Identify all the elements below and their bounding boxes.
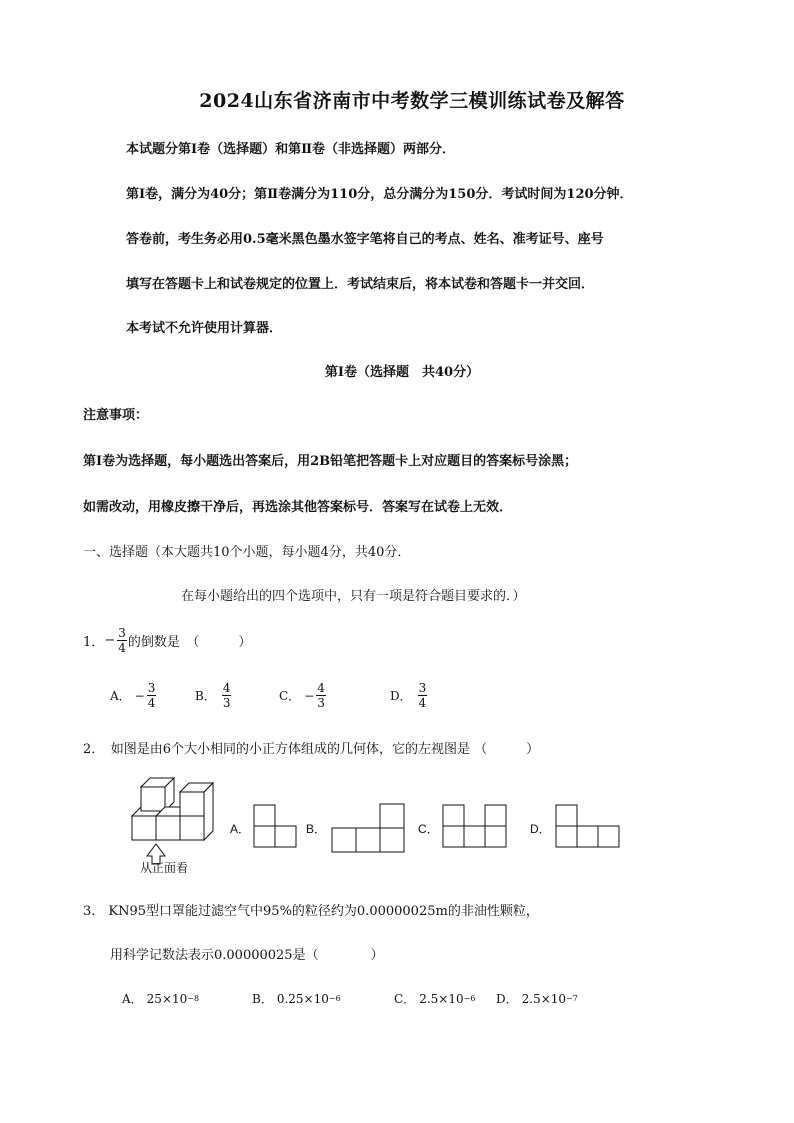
q2-label-c: C． (418, 822, 439, 836)
option-label: D． (496, 992, 518, 1006)
option-numerator: 3 (418, 681, 427, 695)
option-label: C． (394, 992, 416, 1006)
option-numerator: 4 (222, 681, 231, 695)
front-view-label: 从正面看 (140, 861, 189, 875)
page-title: 2024山东省济南市中考数学三模训练试卷及解答 (199, 90, 625, 112)
option-denominator: 4 (418, 696, 427, 710)
q1-denominator: 4 (118, 641, 126, 655)
intro-line-2: 第Ⅰ卷，满分为40分；第Ⅱ卷满分为110分，总分满分为150分．考试时间为120分钟． (126, 187, 633, 202)
question-1 (83, 626, 251, 655)
q2-option-d-figure (556, 805, 619, 847)
q3-option-a[interactable] (122, 990, 199, 1007)
option-base: 0.25×10 (276, 991, 329, 1006)
option-exponent: −8 (187, 994, 200, 1003)
option-denominator: 4 (147, 696, 156, 710)
q1-option-b[interactable] (195, 681, 232, 710)
notes-line-2: 如需改动，用橡皮擦干净后，再选涂其他答案标号．答案写在试卷上无效． (83, 500, 513, 515)
option-label: A． (110, 689, 131, 703)
q2-label-d: D． (530, 822, 551, 836)
option-sign: − (304, 688, 315, 703)
q1-number: 1． (83, 635, 105, 650)
q1-fraction (117, 626, 127, 655)
part1-subheading: 在每小题给出的四个选项中，只有一项是符合题目要求的．） (181, 589, 526, 604)
cube-solid-figure (132, 778, 213, 840)
q1-numerator: 3 (118, 626, 126, 640)
intro-line-5: 本考试不允许使用计算器． (126, 321, 283, 336)
question-3-line-2: 用科学记数法表示0.00000025是（ ） (110, 948, 384, 963)
notes-heading: 注意事项： (83, 408, 149, 423)
option-label: B． (252, 992, 273, 1006)
notes-line-1: 第Ⅰ卷为选择题，每小题选出答案后，用2B铅笔把答题卡上对应题目的答案标号涂黑； (83, 454, 578, 469)
intro-line-3: 答卷前，考生务必用0.5毫米黑色墨水签字笔将自己的考点、姓名、准考证号、座号 (126, 232, 604, 247)
option-label: A． (122, 992, 143, 1006)
q2-option-b-figure (332, 804, 404, 852)
q2-label-b: B． (306, 822, 327, 836)
option-fraction (316, 681, 326, 710)
q1-minus-sign: − (104, 633, 116, 648)
intro-line-4: 填写在答题卡上和试卷规定的位置上．考试结束后，将本试卷和答题卡一并交回． (126, 277, 595, 292)
option-fraction (147, 681, 157, 710)
option-base: 2.5×10 (419, 991, 464, 1006)
question-3-line-1: 3. KN95型口罩能过滤空气中95%的粒径约为0.00000025m的非油性颗粒， (83, 904, 539, 919)
option-label: B． (195, 689, 216, 703)
option-exponent: −7 (566, 994, 578, 1003)
q3-option-c[interactable] (394, 990, 475, 1007)
option-numerator: 3 (147, 681, 156, 695)
option-denominator: 3 (317, 696, 325, 710)
option-numerator: 4 (317, 681, 325, 695)
option-fraction (418, 681, 428, 710)
option-fraction (222, 681, 232, 710)
option-sign: − (134, 688, 145, 703)
q3-option-b[interactable] (252, 990, 341, 1007)
option-label: D． (390, 689, 412, 703)
option-label: C． (279, 689, 301, 703)
q1-option-a[interactable] (110, 681, 157, 710)
q3-option-d[interactable] (496, 990, 578, 1007)
option-base: 25×10 (146, 991, 188, 1006)
option-exponent: −6 (463, 994, 476, 1003)
q1-stem-text: 的倒数是 （ ） (127, 635, 252, 650)
intro-line-1: 本试题分第Ⅰ卷（选择题）和第Ⅱ卷（非选择题）两部分． (126, 142, 456, 157)
option-denominator: 3 (222, 696, 231, 710)
question-2: 2． 如图是由6个大小相同的小正方体组成的几何体，它的左视图是 （ ） (83, 742, 540, 757)
q2-option-c-figure (443, 805, 506, 847)
section-title: 第Ⅰ卷（选择题 共40分） (324, 365, 480, 380)
part1-heading: 一、选择题（本大题共10个小题，每小题4分，共40分． (83, 545, 411, 560)
q2-figures (120, 776, 630, 876)
q2-label-a: A． (230, 822, 251, 836)
q2-option-a-figure (254, 805, 296, 847)
option-base: 2.5×10 (521, 991, 567, 1006)
q1-option-d[interactable] (390, 681, 428, 710)
option-exponent: −6 (328, 994, 341, 1003)
q1-option-c[interactable] (279, 681, 327, 710)
